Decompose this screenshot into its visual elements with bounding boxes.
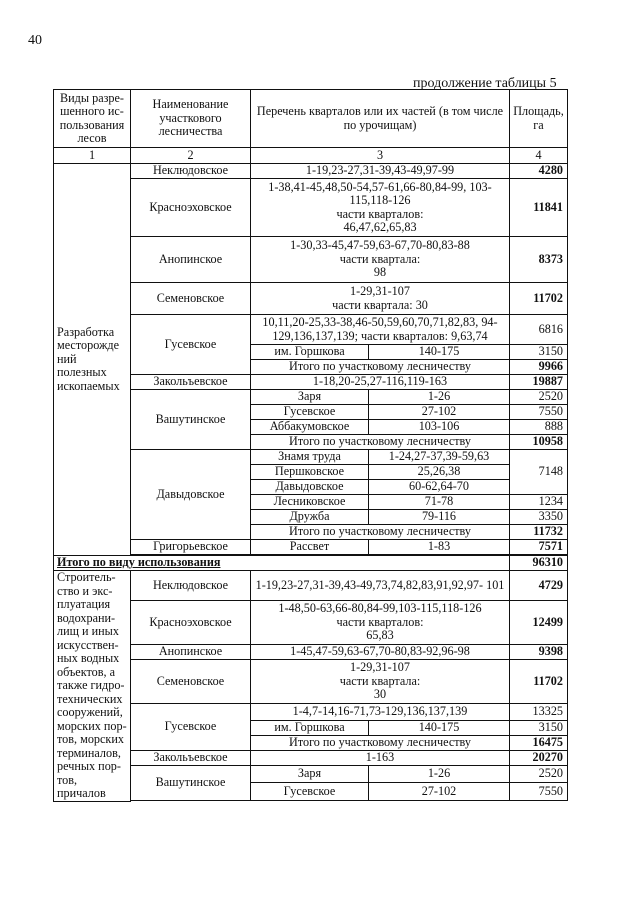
table-continuation-label: продолжение таблицы 5 [413, 76, 557, 91]
quarters: 1-163 [251, 751, 510, 766]
area-value: 2520 [510, 390, 568, 405]
partial-label: части квартала: [339, 673, 421, 688]
forest-use-table [53, 89, 568, 802]
area-value: 20270 [510, 751, 568, 766]
partial-quarters: 65,83 [366, 628, 394, 643]
subtotal-value: 16475 [510, 736, 568, 751]
quarters-list: 1-38,41-45,48,50-54,57-61,66-80,84-99, 103-115,118-126 [268, 179, 492, 207]
table-row [54, 390, 568, 405]
forestry-name: Вашутинское [131, 766, 251, 801]
forestry-name: Неклюдовское [131, 164, 251, 179]
sub-forestry-name: Лесниковское [251, 495, 369, 510]
quarters: 71-78 [369, 495, 510, 510]
quarters [251, 237, 510, 283]
forestry-name: Семеновское [131, 283, 251, 315]
sub-forestry-name: Першковское [251, 465, 369, 480]
quarters: 1-19,23-27,31-39,43-49,97-99 [251, 164, 510, 179]
subtotal-value: 10958 [510, 435, 568, 450]
table-row [54, 704, 568, 721]
forestry-name: Красноэховское [131, 601, 251, 645]
partial-label: части квартала: [339, 251, 421, 266]
area-value: 13325 [510, 704, 568, 721]
table-row [54, 179, 568, 237]
header-forestry: Наименование участкового лесничества [131, 90, 251, 148]
sub-forestry-name: им. Горшкова [251, 721, 369, 736]
partial-label: части квартала: 30 [332, 297, 428, 312]
table-row [54, 660, 568, 704]
table-row [54, 283, 568, 315]
header-quarters: Перечень кварталов или их частей (в том числе по урочищам) [251, 90, 510, 148]
quarters: 1-4,7-14,16-71,73-129,136,137,139 [251, 704, 510, 721]
quarters: 1-18,20-25,27-116,119-163 [251, 375, 510, 390]
subtotal-value: 11732 [510, 525, 568, 540]
sub-forestry-name: Аббакумовское [251, 420, 369, 435]
subtotal-label: Итого по участковому лесничеству [251, 525, 510, 540]
col-number: 1 [54, 148, 131, 164]
area-value: 12499 [510, 601, 568, 645]
quarters: 10,11,20-25,33-38,46-50,59,60,70,71,82,83, 94-129,136,137,139; части кварталов: 9,63,74 [251, 315, 510, 345]
col-number: 4 [510, 148, 568, 164]
sub-forestry-name: Знамя труда [251, 450, 369, 465]
quarters [251, 283, 510, 315]
forestry-name: Закольъевское [131, 375, 251, 390]
col-number: 2 [131, 148, 251, 164]
table-row [54, 164, 568, 179]
area-value: 2520 [510, 766, 568, 783]
area-value: 3150 [510, 345, 568, 360]
quarters: 1-83 [369, 540, 510, 555]
area-value: 3350 [510, 510, 568, 525]
table-row [54, 540, 568, 555]
sub-forestry-name: Гусевское [251, 783, 369, 801]
quarters-list: 1-29,31-107 [350, 284, 410, 298]
quarters [251, 660, 510, 704]
page-number: 40 [28, 33, 42, 48]
table-row [54, 450, 568, 465]
partial-quarters: 30 [373, 687, 387, 702]
area-value: 7148 [510, 450, 568, 495]
area-value: 7571 [510, 540, 568, 555]
quarters: 27-102 [369, 783, 510, 801]
quarters: 79-116 [369, 510, 510, 525]
area-value: 888 [510, 420, 568, 435]
partial-label: части кварталов: [336, 206, 424, 221]
table-row [54, 237, 568, 283]
sub-forestry-name: Дружба [251, 510, 369, 525]
area-value: 19887 [510, 375, 568, 390]
table-row [54, 375, 568, 390]
area-value: 7550 [510, 405, 568, 420]
table-row [54, 315, 568, 345]
forestry-name: Давыдовское [131, 450, 251, 540]
forestry-name: Красноэховское [131, 179, 251, 237]
forestry-name: Анопинское [131, 645, 251, 660]
forestry-name: Вашутинское [131, 390, 251, 450]
forestry-name: Закольъевское [131, 751, 251, 766]
col-number: 3 [251, 148, 510, 164]
partial-quarters: 98 [373, 265, 387, 280]
quarters [251, 179, 510, 237]
grand-total-row [54, 556, 568, 571]
quarters-list: 1-48,50-63,66-80,84-99,103-115,118-126 [278, 601, 482, 616]
area-value: 6816 [510, 315, 568, 345]
table-row [54, 751, 568, 766]
table-row [54, 645, 568, 660]
quarters: 25,26,38 [369, 465, 510, 480]
grand-total-value: 96310 [510, 556, 568, 571]
area-value: 4280 [510, 164, 568, 179]
forestry-name: Гусевское [131, 315, 251, 375]
area-value: 7550 [510, 783, 568, 801]
sub-forestry-name: Заря [251, 766, 369, 783]
quarters: 27-102 [369, 405, 510, 420]
table-row [54, 601, 568, 645]
quarters: 1-45,47-59,63-67,70-80,83-92,96-98 [251, 645, 510, 660]
sub-forestry-name: Заря [251, 390, 369, 405]
area-value: 11702 [510, 660, 568, 704]
subtotal-value: 9966 [510, 360, 568, 375]
header-row [54, 90, 568, 148]
forestry-name: Гусевское [131, 704, 251, 751]
header-use-type: Виды разре-шенного ис-пользования лесов [54, 90, 131, 148]
partial-label: части кварталов: [336, 614, 424, 629]
sub-forestry-name: Гусевское [251, 405, 369, 420]
area-value: 9398 [510, 645, 568, 660]
quarters: 1-26 [369, 390, 510, 405]
partial-quarters: 46,47,62,65,83 [343, 220, 417, 234]
subtotal-label: Итого по участковому лесничеству [251, 360, 510, 375]
area-value: 11702 [510, 283, 568, 315]
table-row [54, 571, 568, 601]
quarters: 103-106 [369, 420, 510, 435]
quarters: 140-175 [369, 345, 510, 360]
sub-forestry-name: им. Горшкова [251, 345, 369, 360]
area-value: 4729 [510, 571, 568, 601]
quarters: 1-26 [369, 766, 510, 783]
area-value: 8373 [510, 237, 568, 283]
forestry-name: Семеновское [131, 660, 251, 704]
quarters: 140-175 [369, 721, 510, 736]
forestry-name: Неклюдовское [131, 571, 251, 601]
sub-forestry-name: Давыдовское [251, 480, 369, 495]
use-type-water-bodies: Строитель-ство и экс-плуатация водохрани-лищ и иных искусствен-ных водных объектов, а также гидро-технических сооружений, морских пор-тов, морских терминалов, речных пор-тов, причалов [54, 571, 131, 802]
quarters: 1-24,27-37,39-59,63 [369, 450, 510, 465]
quarters-list: 1-30,33-45,47-59,63-67,70-80,83-88 [290, 238, 470, 253]
quarters: 1-19,23-27,31-39,43-49,73,74,82,83,91,92,97- 101 [251, 571, 510, 601]
quarters: 60-62,64-70 [369, 480, 510, 495]
header-area: Площадь, га [510, 90, 568, 148]
subtotal-label: Итого по участковому лесничеству [251, 435, 510, 450]
table-row [54, 766, 568, 783]
use-type-mining: Разработка месторожде ний полезных ископаемых [54, 164, 131, 556]
sub-forestry-name: Рассвет [251, 540, 369, 555]
area-value: 3150 [510, 721, 568, 736]
area-value: 11841 [510, 179, 568, 237]
grand-total-label: Итого по виду использования [54, 556, 510, 571]
forestry-name: Григорьевское [131, 540, 251, 555]
quarters-list: 1-29,31-107 [350, 660, 410, 675]
quarters [251, 601, 510, 645]
subtotal-label: Итого по участковому лесничеству [251, 736, 510, 751]
forestry-name: Анопинское [131, 237, 251, 283]
area-value: 1234 [510, 495, 568, 510]
column-number-row [54, 148, 568, 164]
